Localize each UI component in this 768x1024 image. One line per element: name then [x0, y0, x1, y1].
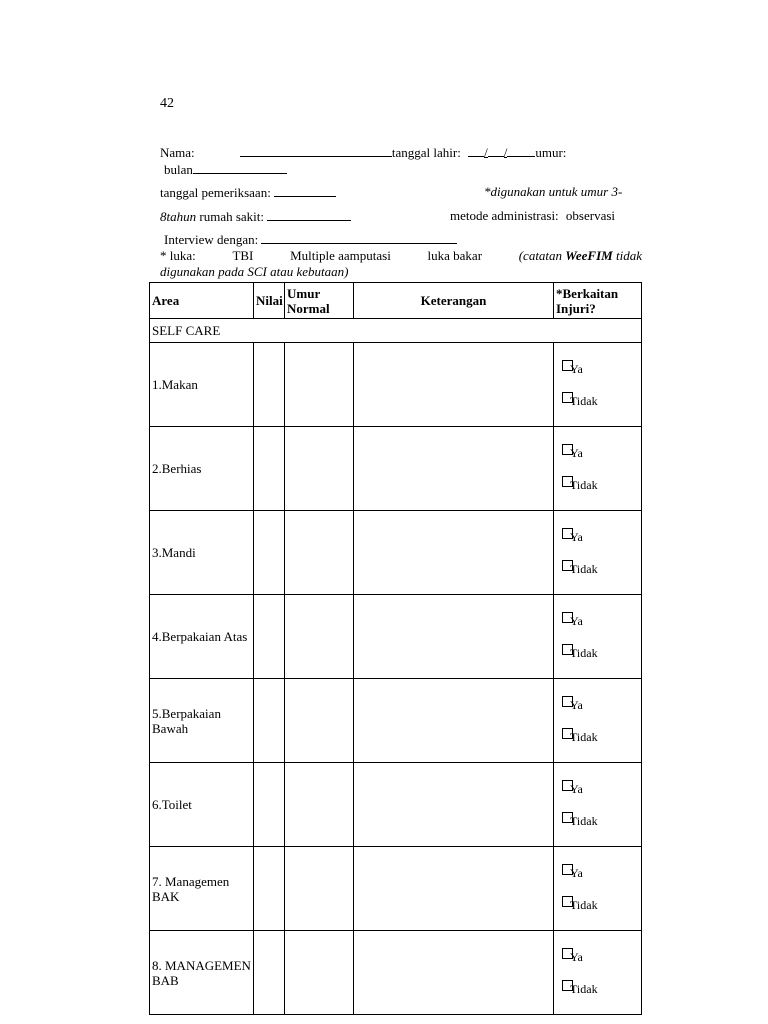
- option-ya-label: Ya: [570, 698, 583, 712]
- checkbox-tidak-icon[interactable]: [562, 476, 573, 487]
- option-tidak-label: Tidak: [570, 982, 598, 996]
- option-tidak[interactable]: [566, 646, 598, 661]
- option-tidak-label: Tidak: [570, 730, 598, 744]
- umur-normal-cell[interactable]: [285, 343, 354, 427]
- option-ya[interactable]: [566, 782, 583, 797]
- nilai-cell[interactable]: [254, 343, 285, 427]
- umur-normal-cell[interactable]: [285, 595, 354, 679]
- tgl-year-field[interactable]: [507, 144, 535, 157]
- umur-normal-cell[interactable]: [285, 931, 354, 1015]
- table-row: [150, 847, 642, 931]
- checkbox-ya-icon[interactable]: [562, 612, 573, 623]
- area-cell: 5.Berpakaian Bawah: [150, 679, 254, 763]
- area-cell: 2.Berhias: [150, 427, 254, 511]
- section-self-care: SELF CARE: [150, 319, 642, 343]
- option-ya-label: Ya: [570, 866, 583, 880]
- tanggal-pemeriksaan-label: tanggal pemeriksaan:: [160, 185, 271, 200]
- injuri-cell: [554, 931, 642, 1015]
- area-cell: 8. MANAGEMEN BAB: [150, 931, 254, 1015]
- umur-normal-cell[interactable]: [285, 427, 354, 511]
- bulan-field[interactable]: [193, 161, 287, 174]
- age-note-1: *digunakan untuk umur 3-: [484, 184, 623, 199]
- checkbox-tidak-icon[interactable]: [562, 812, 573, 823]
- weefim-table: [149, 282, 642, 1015]
- umur-label: umur:: [535, 145, 567, 160]
- option-ya[interactable]: [566, 530, 583, 545]
- option-ya-label: Ya: [570, 782, 583, 796]
- checkbox-ya-icon[interactable]: [562, 780, 573, 791]
- table-row: [150, 343, 642, 427]
- option-tidak-label: Tidak: [570, 562, 598, 576]
- luka-bakar: luka bakar: [427, 248, 483, 263]
- option-ya-label: Ya: [570, 950, 583, 964]
- nama-row: [160, 144, 566, 161]
- injuri-cell: [554, 763, 642, 847]
- injuri-options: [554, 847, 641, 930]
- section-row: [150, 319, 642, 343]
- area-cell: 3.Mandi: [150, 511, 254, 595]
- injuri-options: [554, 511, 641, 594]
- metode-label: metode administrasi:: [450, 208, 559, 223]
- option-ya-label: Ya: [570, 530, 583, 544]
- interview-label: Interview dengan:: [164, 232, 259, 247]
- option-tidak[interactable]: [566, 814, 598, 829]
- catatan-note: (catatan WeeFIM tidak: [518, 248, 642, 263]
- col-umur-normal: Umur Normal: [285, 283, 354, 319]
- injuri-options: [554, 343, 641, 426]
- date-sep-2: /: [503, 145, 508, 160]
- option-tidak-label: Tidak: [570, 394, 598, 408]
- rumah-sakit-row: [160, 208, 351, 225]
- option-tidak-label: Tidak: [570, 646, 598, 660]
- area-cell: 1.Makan: [150, 343, 254, 427]
- tgl-month-field[interactable]: [488, 144, 504, 157]
- metode-value: observasi: [565, 208, 616, 223]
- metode-row: [450, 208, 615, 224]
- nilai-cell[interactable]: [254, 847, 285, 931]
- nilai-cell[interactable]: [254, 595, 285, 679]
- option-ya[interactable]: [566, 362, 583, 377]
- keterangan-cell[interactable]: [354, 427, 554, 511]
- interview-row: [164, 231, 457, 248]
- keterangan-cell[interactable]: [354, 847, 554, 931]
- keterangan-cell[interactable]: [354, 511, 554, 595]
- nilai-cell[interactable]: [254, 511, 285, 595]
- injuri-cell: [554, 847, 642, 931]
- option-ya-label: Ya: [570, 362, 583, 376]
- injuri-cell: [554, 343, 642, 427]
- rumah-sakit-label: rumah sakit:: [199, 209, 265, 224]
- luka-label: * luka:: [160, 248, 196, 263]
- option-ya[interactable]: [566, 446, 583, 461]
- nilai-cell[interactable]: [254, 427, 285, 511]
- option-tidak[interactable]: [566, 562, 598, 577]
- checkbox-tidak-icon[interactable]: [562, 644, 573, 655]
- option-ya-label: Ya: [570, 614, 583, 628]
- checkbox-ya-icon[interactable]: [562, 864, 573, 875]
- keterangan-cell[interactable]: [354, 931, 554, 1015]
- option-ya[interactable]: [566, 614, 583, 629]
- col-nilai: Nilai: [254, 283, 285, 319]
- table-row: [150, 511, 642, 595]
- umur-normal-cell[interactable]: [285, 763, 354, 847]
- umur-normal-cell[interactable]: [285, 511, 354, 595]
- umur-normal-cell[interactable]: [285, 679, 354, 763]
- injuri-options: [554, 427, 641, 510]
- luka-row: [160, 248, 642, 264]
- injuri-options: [554, 595, 641, 678]
- option-ya[interactable]: [566, 698, 583, 713]
- option-tidak-label: Tidak: [570, 898, 598, 912]
- col-berkaitan-injuri: *Berkaitan Injuri?: [554, 283, 642, 319]
- date-sep-1: /: [484, 145, 488, 160]
- tgl-day-field[interactable]: [468, 144, 484, 157]
- option-ya[interactable]: [566, 866, 583, 881]
- injuri-options: [554, 763, 641, 846]
- umur-normal-cell[interactable]: [285, 847, 354, 931]
- keterangan-cell[interactable]: [354, 343, 554, 427]
- area-cell: 4.Berpakaian Atas: [150, 595, 254, 679]
- checkbox-ya-icon[interactable]: [562, 948, 573, 959]
- page-number: 42: [160, 96, 174, 111]
- option-ya-label: Ya: [570, 446, 583, 460]
- luka-multiple: Multiple aamputasi: [290, 248, 391, 263]
- checkbox-tidak-icon[interactable]: [562, 392, 573, 403]
- checkbox-tidak-icon[interactable]: [562, 896, 573, 907]
- nama-field[interactable]: [240, 144, 392, 157]
- keterangan-cell[interactable]: [354, 679, 554, 763]
- col-keterangan: Keterangan: [354, 283, 554, 319]
- tanggal-pemeriksaan-row: [160, 184, 336, 201]
- tanggal-pemeriksaan-field[interactable]: [274, 184, 336, 197]
- option-tidak-label: Tidak: [570, 478, 598, 492]
- catatan-note-cont: digunakan pada SCI atau kebutaan): [160, 264, 349, 279]
- area-cell: 6.Toilet: [150, 763, 254, 847]
- option-tidak[interactable]: [566, 730, 598, 745]
- col-area: Area: [150, 283, 254, 319]
- checkbox-tidak-icon[interactable]: [562, 560, 573, 571]
- injuri-options: [554, 931, 641, 1014]
- injuri-cell: [554, 427, 642, 511]
- option-ya[interactable]: [566, 950, 583, 965]
- nilai-cell[interactable]: [254, 763, 285, 847]
- nama-label: Nama:: [160, 145, 195, 160]
- option-tidak[interactable]: [566, 394, 598, 409]
- checkbox-ya-icon[interactable]: [562, 444, 573, 455]
- luka-tbi: TBI: [232, 248, 254, 263]
- table-row: [150, 427, 642, 511]
- nilai-cell[interactable]: [254, 679, 285, 763]
- checkbox-tidak-icon[interactable]: [562, 728, 573, 739]
- age-note-2: 8tahun: [160, 209, 197, 224]
- table-row: [150, 595, 642, 679]
- option-tidak[interactable]: [566, 898, 598, 913]
- injuri-cell: [554, 679, 642, 763]
- bulan-label: bulan: [164, 162, 193, 177]
- table-row: [150, 763, 642, 847]
- checkbox-tidak-icon[interactable]: [562, 980, 573, 991]
- option-tidak[interactable]: [566, 478, 598, 493]
- area-cell: 7. Managemen BAK: [150, 847, 254, 931]
- rumah-sakit-field[interactable]: [267, 208, 351, 221]
- table-row: [150, 931, 642, 1015]
- table-row: [150, 679, 642, 763]
- option-tidak-label: Tidak: [570, 814, 598, 828]
- tanggal-lahir-label: tanggal lahir:: [391, 145, 461, 160]
- injuri-options: [554, 679, 641, 762]
- checkbox-ya-icon[interactable]: [562, 528, 573, 539]
- option-tidak[interactable]: [566, 982, 598, 997]
- bulan-row: [164, 161, 287, 178]
- interview-field[interactable]: [261, 231, 457, 244]
- injuri-cell: [554, 595, 642, 679]
- checkbox-ya-icon[interactable]: [562, 360, 573, 371]
- keterangan-cell[interactable]: [354, 595, 554, 679]
- injuri-cell: [554, 511, 642, 595]
- keterangan-cell[interactable]: [354, 763, 554, 847]
- checkbox-ya-icon[interactable]: [562, 696, 573, 707]
- nilai-cell[interactable]: [254, 931, 285, 1015]
- table-header-row: [150, 283, 642, 319]
